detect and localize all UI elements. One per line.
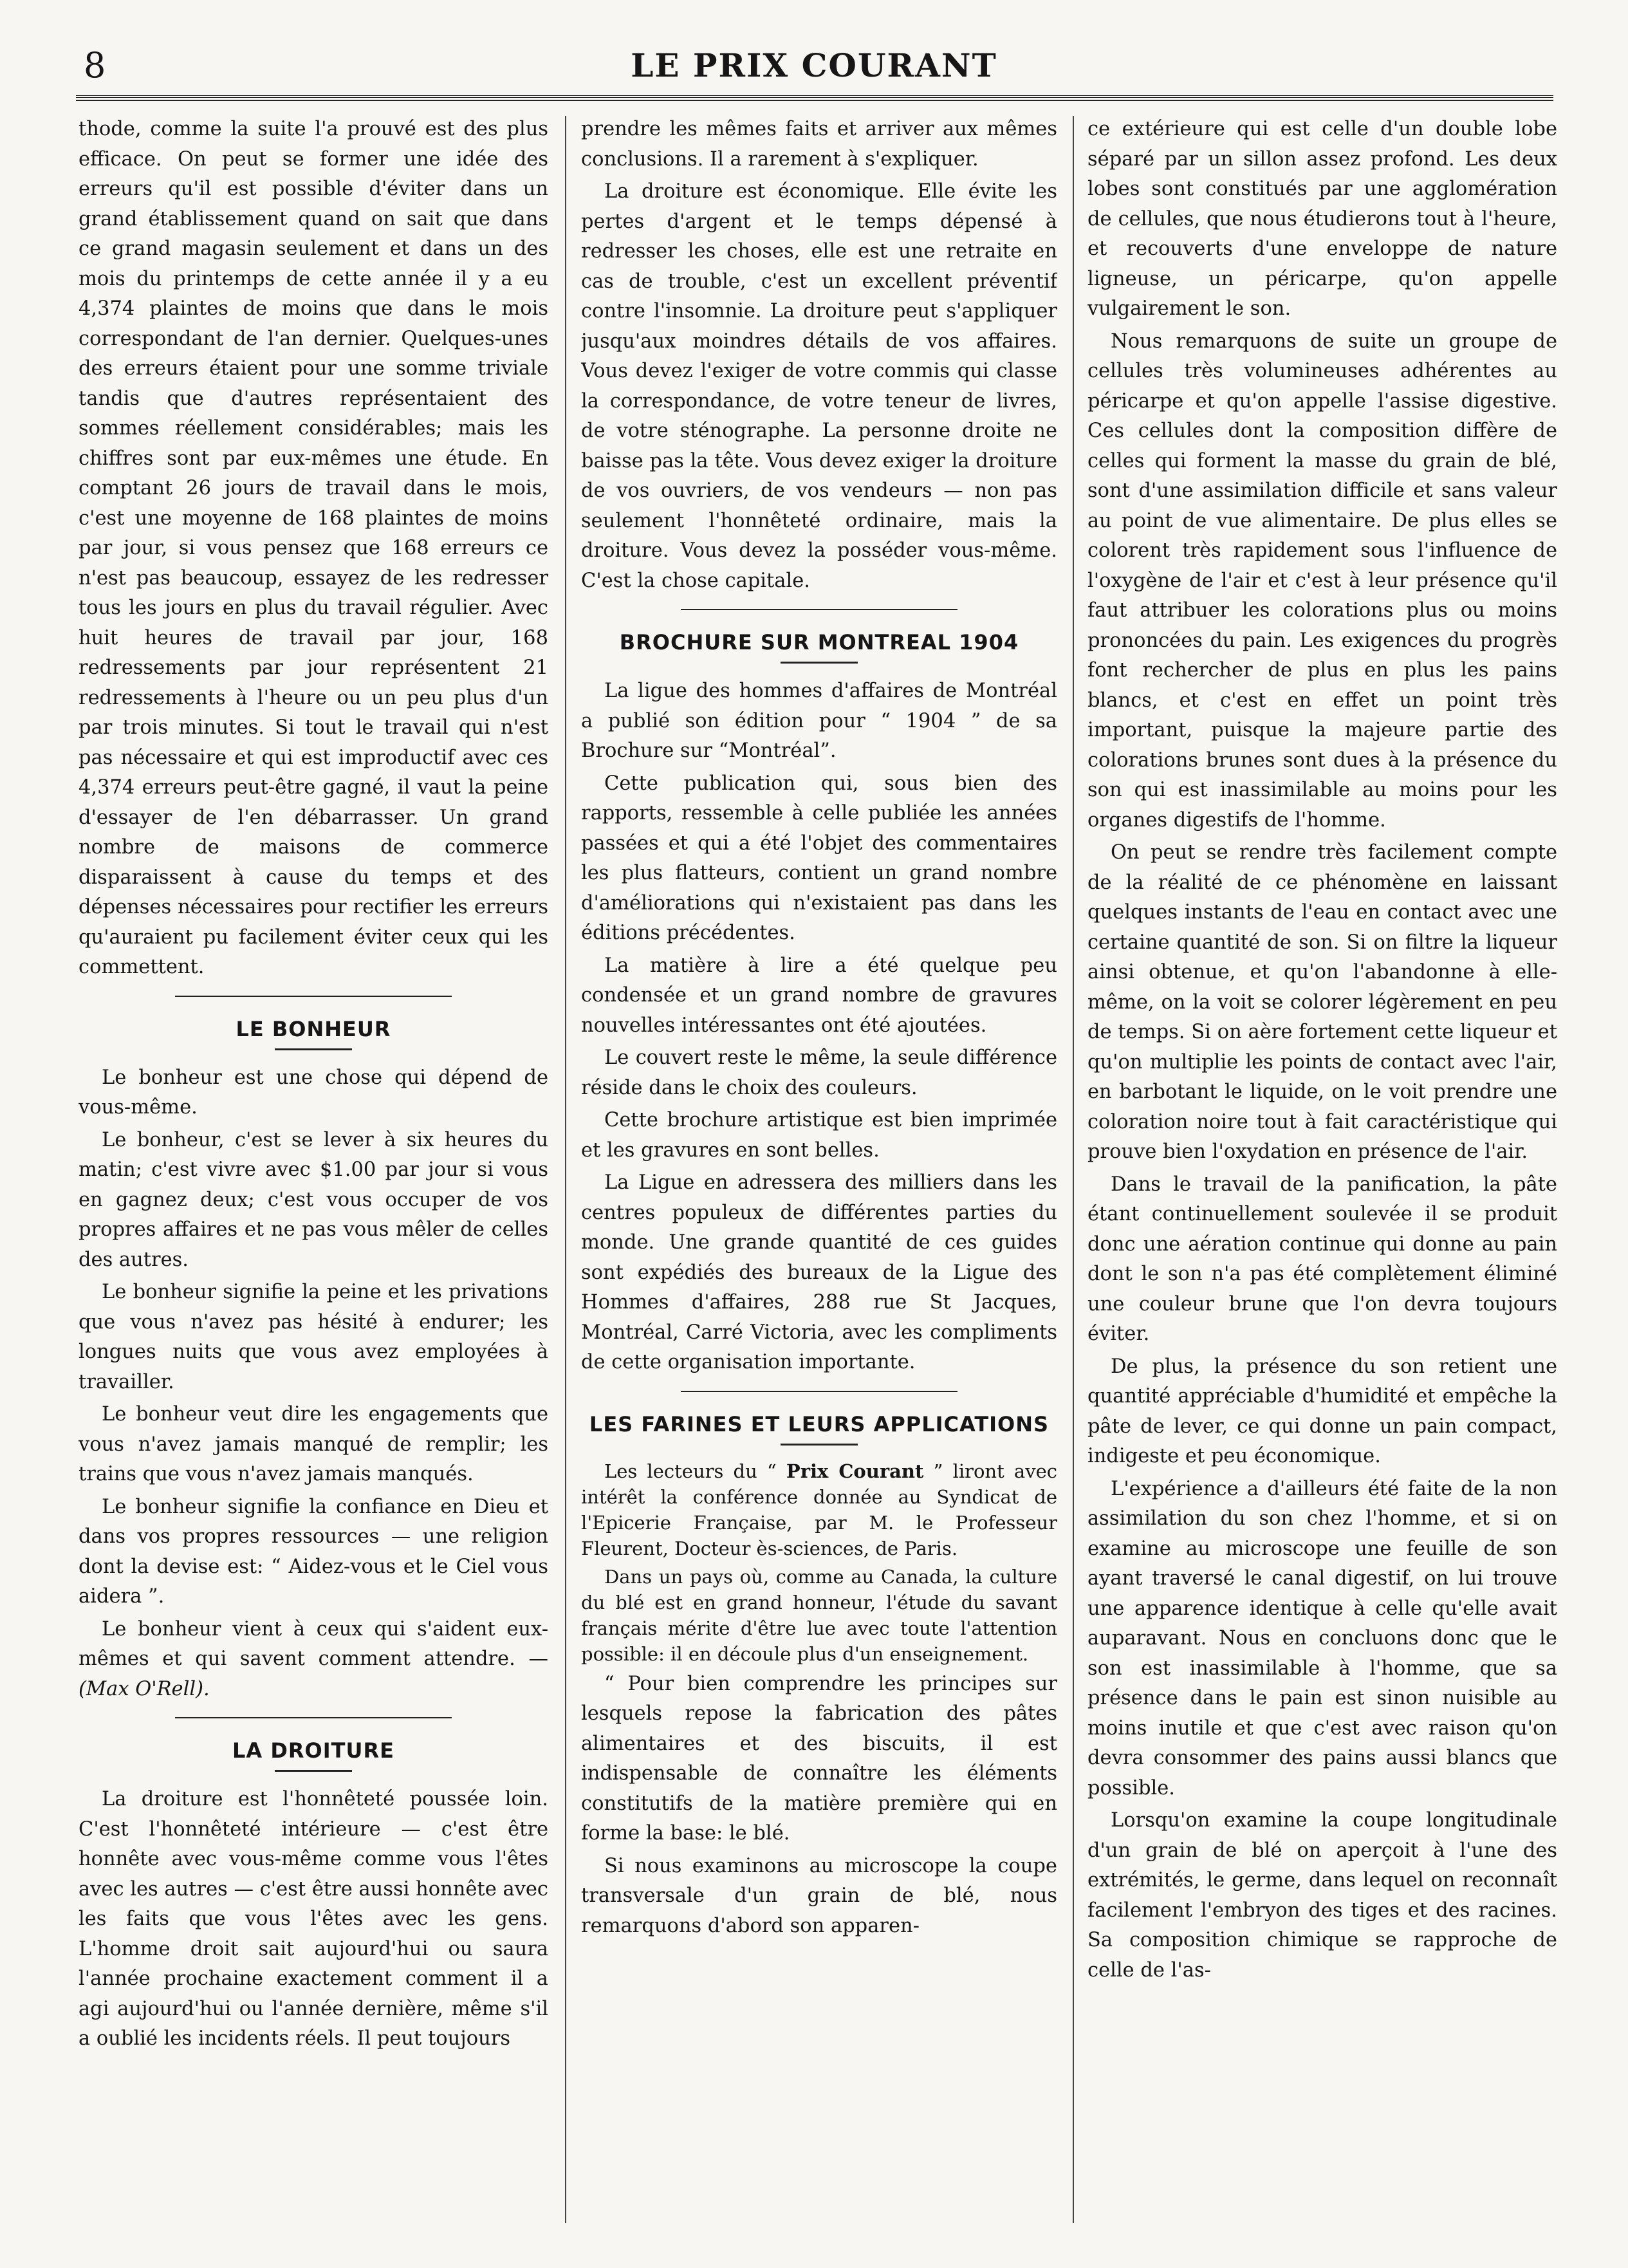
intro-text: Les lecteurs du “ <box>604 1460 786 1482</box>
section-heading-brochure: BROCHURE SUR MONTREAL 1904 <box>619 630 1019 655</box>
page-number: 8 <box>84 45 106 86</box>
column-1 <box>79 115 548 2229</box>
paragraph: Le bonheur signifie la confiance en Dieu et dans vos propres ressources — une religion dont la devise est: “ Aidez-vous et le Ciel vous aidera ”. <box>79 1495 548 1608</box>
masthead-title: LE PRIX COURANT <box>631 46 997 84</box>
author-attribution: (Max O'Rell). <box>79 1677 210 1700</box>
paragraph: Le bonheur, c'est se lever à six heures du matin; c'est vivre avec $1.00 par jour si vous en gagnez deux; c'est vous occuper de vos propres affaires et ne pas vous mêler de celles des autres. <box>79 1128 548 1271</box>
section-heading-le-bonheur: LE BONHEUR <box>236 1016 391 1041</box>
heading-underline <box>781 662 858 664</box>
paragraph: La ligue des hommes d'affaires de Montréal a publié son édition pour “ 1904 ” de sa Brochure sur “Montréal”. <box>581 680 1057 762</box>
paragraph: Lorsqu'on examine la coupe longitudinale d'un grain de blé on aperçoit à l'une des extrémités, le germe, dans lequel on reconnaît facilement l'embryon des tiges et des racines. Sa composition chimique se rapproche de celle de l'as- <box>1087 1809 1557 1982</box>
section-separator <box>175 1717 452 1718</box>
section-heading-les-farines: LES FARINES ET LEURS APPLICATIONS <box>589 1411 1050 1436</box>
paragraph: Nous remarquons de suite un groupe de cellules très volumineuses adhérentes au péricarpe et qu'on appelle l'assise digestive. Ces cellules dont la composition diffère de celles qui forment la masse du grain de blé, sont d'une assimilation difficile et sans valeur au point de vue alimentaire. De plus elles se colorent très rapidement sous l'influence de l'oxygène de l'air et c'est à leur présence qu'il faut attribuer les colorations plus ou moins prononcées du pain. Les exigences du progrès font rechercher de plus en plus les pains blancs, et c'est en effet un point très important, puisque la majeure partie des colorations brunes sont dues à la présence du son qui est inassimilable au moins pour les organes digestifs de l'homme. <box>1087 330 1557 832</box>
intro-text: ” liront avec intérêt la conférence donnée au Syndicat de l'Epicerie Française, par M. le Professeur Fleurent, Docteur ès-sciences, de Paris. <box>581 1460 1057 1559</box>
heading-underline <box>275 1770 352 1772</box>
paragraph: Dans le travail de la panification, la pâte étant continuellement soulevée il se produit donc une aération continue qui donne au pain dont le son n'a pas été complètement éliminé une couleur brune que l'on devra toujours éviter. <box>1087 1173 1557 1345</box>
paragraph: “ Pour bien comprendre les principes sur lesquels repose la fabrication des pâtes alimentaires et des biscuits, il est indispensable de connaître les éléments constitutifs de la matière première qui en forme la base: le blé. <box>581 1672 1057 1845</box>
publication-name: Prix Courant <box>786 1460 924 1482</box>
paragraph: La Ligue en adressera des milliers dans les centres populeux de différentes parties du monde. Une grande quantité de ces guides sont expédiés des bureaux de la Ligue des Hommes d'affaires, 288 rue St Jacques, Montréal, Carré Victoria, avec les compliments de cette organisation importante. <box>581 1171 1057 1373</box>
paragraph: thode, comme la suite l'a prouvé est des plus efficace. On peut se former une idée des erreurs qu'il est possible d'éviter dans un grand établissement quand on sait que dans ce grand magasin seulement et dans un des mois du printemps de cette année il y a eu 4,374 plaintes de moins que dans le mois correspondant de l'an dernier. Quelques-unes des erreurs étaient pour une somme triviale tandis que d'autres représentaient des sommes réellement considérables; mais les chiffres sont par eux-mêmes une étude. En comptant 26 jours de travail dans le mois, c'est une moyenne de 168 plaintes de moins par jour, si vous pensez que 168 erreurs ce n'est pas beaucoup, essayez de les redresser tous les jours en plus du travail régulier. Avec huit heures de travail par jour, 168 redressements par jour représentent 21 redressements à l'heure ou un peu plus d'un par trois minutes. Si tout le travail qui n'est pas nécessaire et qui est improductif avec ces 4,374 erreurs peut-être gagné, il vaut la peine d'essayer de l'en débarrasser. Un grand nombre de maisons de commerce disparaissent à cause du temps et des dépenses nécessaires pour rectifier les erreurs qu'auraient pu facilement éviter ceux qui les commettent. <box>79 118 548 978</box>
paragraph: De plus, la présence du son retient une quantité appréciable d'humidité et empêche la pâte de lever, ce qui donne un pain compact, indigeste et peu économique. <box>1087 1355 1557 1467</box>
paragraph: Si nous examinons au microscope la coupe transversale d'un grain de blé, nous remarquons d'abord son apparen- <box>581 1854 1057 1937</box>
heading-underline <box>781 1444 858 1445</box>
page-header <box>0 45 1628 90</box>
paragraph: Le couvert reste le même, la seule différence réside dans le choix des couleurs. <box>581 1046 1057 1099</box>
column-3 <box>1087 115 1557 2229</box>
intro-paragraph <box>581 1458 1057 1561</box>
paragraph <box>79 1615 548 1705</box>
paragraph: L'expérience a d'ailleurs été faite de la non assimilation du son chez l'homme, et si on examine au microscope une feuille de son ayant traversé le canal digestif, on lui trouve une apparence identique à celle qu'elle avait auparavant. Nous en concluons donc que le son est inassimilable à l'homme, que sa présence dans le pain est sinon nuisible au moins inutile et que c'est avec raison qu'on devra consommer des pains aussi blancs que possible. <box>1087 1477 1557 1799</box>
section-separator <box>681 609 957 610</box>
paragraph: La droiture est économique. Elle évite les pertes d'argent et le temps dépensé à redresser les choses, elle est une retraite en cas de trouble, c'est un excellent préventif contre l'insomnie. La droiture peut s'appliquer jusqu'aux moindres détails de vos affaires. Vous devez l'exiger de votre commis qui classe la correspondance, de votre teneur de livres, de votre sténographe. La personne droite ne baisse pas la tête. Vous devez exiger la droiture de vos ouvriers, de vos vendeurs — non pas seulement l'honnêteté ordinaire, mais la droiture. Vous devez la posséder vous-même. C'est la chose capitale. <box>581 180 1057 592</box>
paragraph: On peut se rendre très facilement compte de la réalité de ce phénomène en laissant quelques instants de l'eau en contact avec une certaine quantité de son. Si on filtre la liqueur ainsi obtenue, et qu'on l'abandonne à elle-même, on la voit se colorer légèrement en peu de temps. Si on aère fortement cette liqueur et qu'on multiplie les points de contact avec l'air, en barbotant le liquide, on le voit prendre une coloration noire tout à fait caractéristique qui prouve bien l'oxydation en présence de l'air. <box>1087 841 1557 1163</box>
section-separator <box>175 996 452 997</box>
column-divider <box>565 116 566 2223</box>
paragraph: Le bonheur signifie la peine et les privations que vous n'avez pas hésité à endurer; les longues nuits que vous avez employées à travailler. <box>79 1281 548 1393</box>
paragraph: Cette brochure artistique est bien imprimée et les gravures en sont belles. <box>581 1109 1057 1162</box>
paragraph: Le bonheur veut dire les engagements que vous n'avez jamais manqué de remplir; les trains que vous n'avez jamais manqués. <box>79 1403 548 1485</box>
paragraph: La droiture est l'honnêteté poussée loin. C'est l'honnêteté intérieure — c'est être honnête avec vous-même comme vous l'êtes avec les autres — c'est être aussi honnête avec les faits que vous l'êtes avec les gens. L'homme droit sait aujourd'hui ou saura l'année prochaine exactement comment il a agi aujourd'hui ou l'année dernière, même s'il a oublié les incidents réels. Il peut toujours <box>79 1788 548 2050</box>
paragraph-text: Le bonheur vient à ceux qui s'aident eux-mêmes et qui savent comment attendre. — <box>79 1617 548 1670</box>
section-heading-la-droiture: LA DROITURE <box>232 1738 394 1763</box>
paragraph: Cette publication qui, sous bien des rapports, ressemble à celle publiée les années passées et qui a été l'objet des commentaires les plus flatteurs, contient un grand nombre d'améliorations qui n'existaient pas dans les éditions précédentes. <box>581 772 1057 944</box>
column-2 <box>581 115 1057 2229</box>
header-rule <box>76 95 1553 101</box>
heading-underline <box>275 1048 352 1050</box>
paragraph: ce extérieure qui est celle d'un double lobe séparé par un sillon assez profond. Les deux lobes sont constitués par une agglomération de cellules, que nous étudierons tout à l'heure, et recouverts d'une enveloppe de nature ligneuse, un péricarpe, qu'on appelle vulgairement le son. <box>1087 118 1557 320</box>
column-divider <box>1073 116 1074 2223</box>
section-separator <box>681 1391 957 1392</box>
paragraph: prendre les mêmes faits et arriver aux mêmes conclusions. Il a rarement à s'expliquer. <box>581 118 1057 171</box>
paragraph: Le bonheur est une chose qui dépend de vous-même. <box>79 1066 548 1119</box>
intro-paragraph: Dans un pays où, comme au Canada, la culture du blé est en grand honneur, l'étude du savant français mérite d'être lue avec toute l'attention possible: il en découle plus d'un enseignement. <box>581 1565 1057 1665</box>
paragraph: La matière à lire a été quelque peu condensée et un grand nombre de gravures nouvelles intéressantes ont été ajoutées. <box>581 954 1057 1037</box>
